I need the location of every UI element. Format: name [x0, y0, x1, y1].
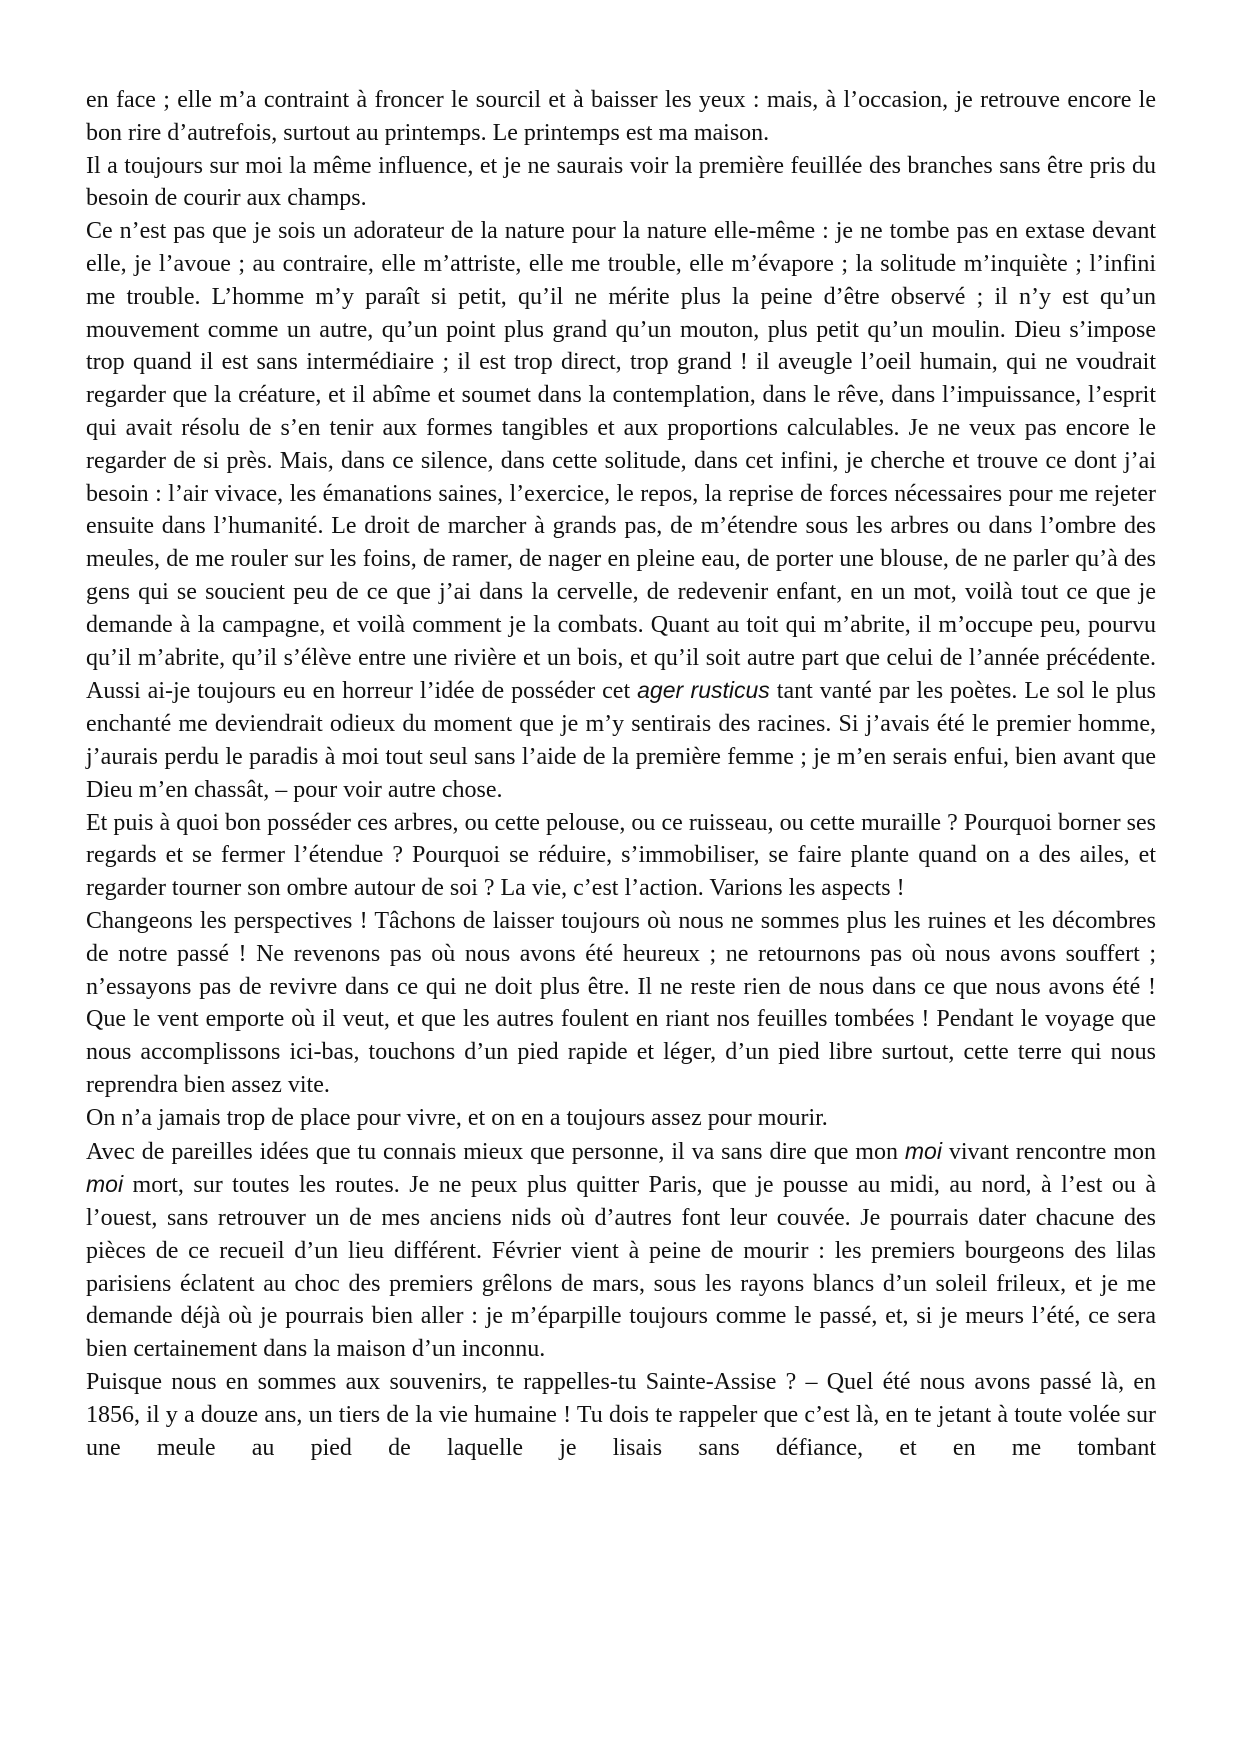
paragraph-text: Puisque nous en sommes aux souvenirs, te rappelles-tu Sainte-Assise ? – Quel été nous avons passé là, en 1856, il y a douze ans, un tiers de la vie humaine ! Tu dois te rappeler que c’est là, en te jetant à toute volée sur une meule au pied de laquelle je lisais sans défiance, et en me tombant [86, 1369, 1156, 1461]
paragraph-2 [86, 150, 1156, 216]
italic-word: moi [86, 1171, 124, 1198]
paragraph-8 [86, 1366, 1156, 1464]
paragraph-1 [86, 84, 1156, 150]
paragraph-text: Il a toujours sur moi la même influence, et je ne saurais voir la première feuillée des branches sans être pris du besoin de courir aux champs. [86, 152, 1156, 212]
paragraph-text: en face ; elle m’a contraint à froncer le sourcil et à baisser les yeux : mais, à l’occasion, je retrouve encore le bon rire d’autrefois, surtout au printemps. Le printemps est ma maison. [86, 87, 1156, 146]
document-page [86, 84, 1156, 1464]
paragraph-4 [86, 807, 1156, 905]
paragraph-text: On n’a jamais trop de place pour vivre, et on en a toujours assez pour mourir. [86, 1104, 828, 1131]
paragraph-text: Ce n’est pas que je sois un adorateur de la nature pour la nature elle-même : je ne tombe pas en extase devant elle, je l’avoue ; au contraire, elle m’attriste, elle me trouble, elle m’évapore ; la solitude m’inquiète ; l’infini me trouble. L’homme m’y paraît si petit, qu’il ne mérite plus la peine d’être observé ; il n’y est qu’un mouvement comme un autre, qu’un point plus grand qu’un mouton, plus petit qu’un moulin. Dieu s’impose trop quand il est sans intermédiaire ; il est trop direct, trop grand ! il aveugle l’oeil humain, qui ne voudrait regarder que la créature, et il abîme et soumet dans la contemplation, dans le rêve, dans l’impuissance, l’esprit qui avait résolu de s’en tenir aux formes tangibles et aux proportions calculables. Je ne veux pas encore le regarder de si près. Mais, dans ce silence, dans cette solitude, dans cet infini, je cherche et trouve ce dont j’ai besoin : l’air vivace, les émanations saines, l’exercice, le repos, la reprise de forces nécessaires pour me rejeter ensuite dans l’humanité. Le droit de marcher à grands pas, de m’étendre sous les arbres ou dans l’ombre des meules, de me rouler sur les foins, de ramer, de nager en pleine eau, de porter une blouse, de ne parler qu’à des gens qui se soucient peu de ce que j’ai dans la cervelle, de redevenir enfant, en un mot, voilà tout ce que je demande à la campagne, et voilà comment je la combats. Quant au toit qui m’abrite, il m’occupe peu, pourvu qu’il m’abrite, qu’il s’élève entre une rivière et un bois, et qu’il soit autre part que celui de l’année précédente. Aussi ai-je toujours eu en horreur l’idée de posséder cet [86, 218, 1156, 705]
paragraph-text: Avec de pareilles idées que tu connais mieux que personne, il va sans dire que mon [86, 1138, 898, 1165]
paragraph-text: Et puis à quoi bon posséder ces arbres, ou cette pelouse, ou ce ruisseau, ou cette muraille ? Pourquoi borner ses regards et se fermer l’étendue ? Pourquoi se réduire, s’immobiliser, se faire plante quand on a des ailes, et regarder tourner son ombre autour de soi ? La vie, c’est l’action. Varions les aspects ! [86, 809, 1156, 902]
paragraph-6 [86, 1102, 1156, 1135]
paragraph-3 [86, 215, 1156, 806]
paragraph-text: Changeons les perspectives ! Tâchons de laisser toujours où nous ne sommes plus les ruines et les décombres de notre passé ! Ne revenons pas où nous avons été heureux ; ne retournons pas où nous avons souffert ; n’essayons pas de revivre dans ce qui ne doit plus être. Il ne reste rien de nous dans ce que nous avons été ! Que le vent emporte où il veut, et que les autres foulent en riant nos feuilles tombées ! Pendant le voyage que nous accomplissons ici-bas, touchons d’un pied rapide et léger, d’un pied libre surtout, cette terre qui nous reprendra bien assez vite. [86, 907, 1156, 1098]
paragraph-text: mort, sur toutes les routes. Je ne peux plus quitter Paris, que je pousse au midi, au nord, à l’est ou à l’ouest, sans retrouver un de mes anciens nids où d’autres font leur couvée. Je pourrais dater chacune des pièces de ce recueil d’un lieu différent. Février vient à peine de mourir : les premiers bourgeons des lilas parisiens éclatent au choc des premiers grêlons de mars, sous les rayons blancs d’un soleil frileux, et je me demande déjà où je pourrais bien aller : je m’éparpille toujours comme le passé, et, si je meurs l’été, ce sera bien certainement dans la maison d’un inconnu. [86, 1172, 1157, 1363]
paragraph-text: tant vanté par les poètes. Le sol le plus enchanté me deviendrait odieux du moment que je m’y sentirais des racines. Si j’avais été le premier homme, j’aurais perdu le paradis à moi tout seul sans l’aide de la première femme ; je m’en serais enfui, bien avant que Dieu m’en chassât, – pour voir autre chose. [86, 678, 1156, 803]
italic-word: moi [904, 1137, 942, 1164]
italic-phrase: ager rusticus [637, 677, 770, 704]
paragraph-text: vivant rencontre mon [948, 1138, 1157, 1165]
paragraph-7 [86, 1135, 1156, 1367]
paragraph-5 [86, 905, 1156, 1102]
